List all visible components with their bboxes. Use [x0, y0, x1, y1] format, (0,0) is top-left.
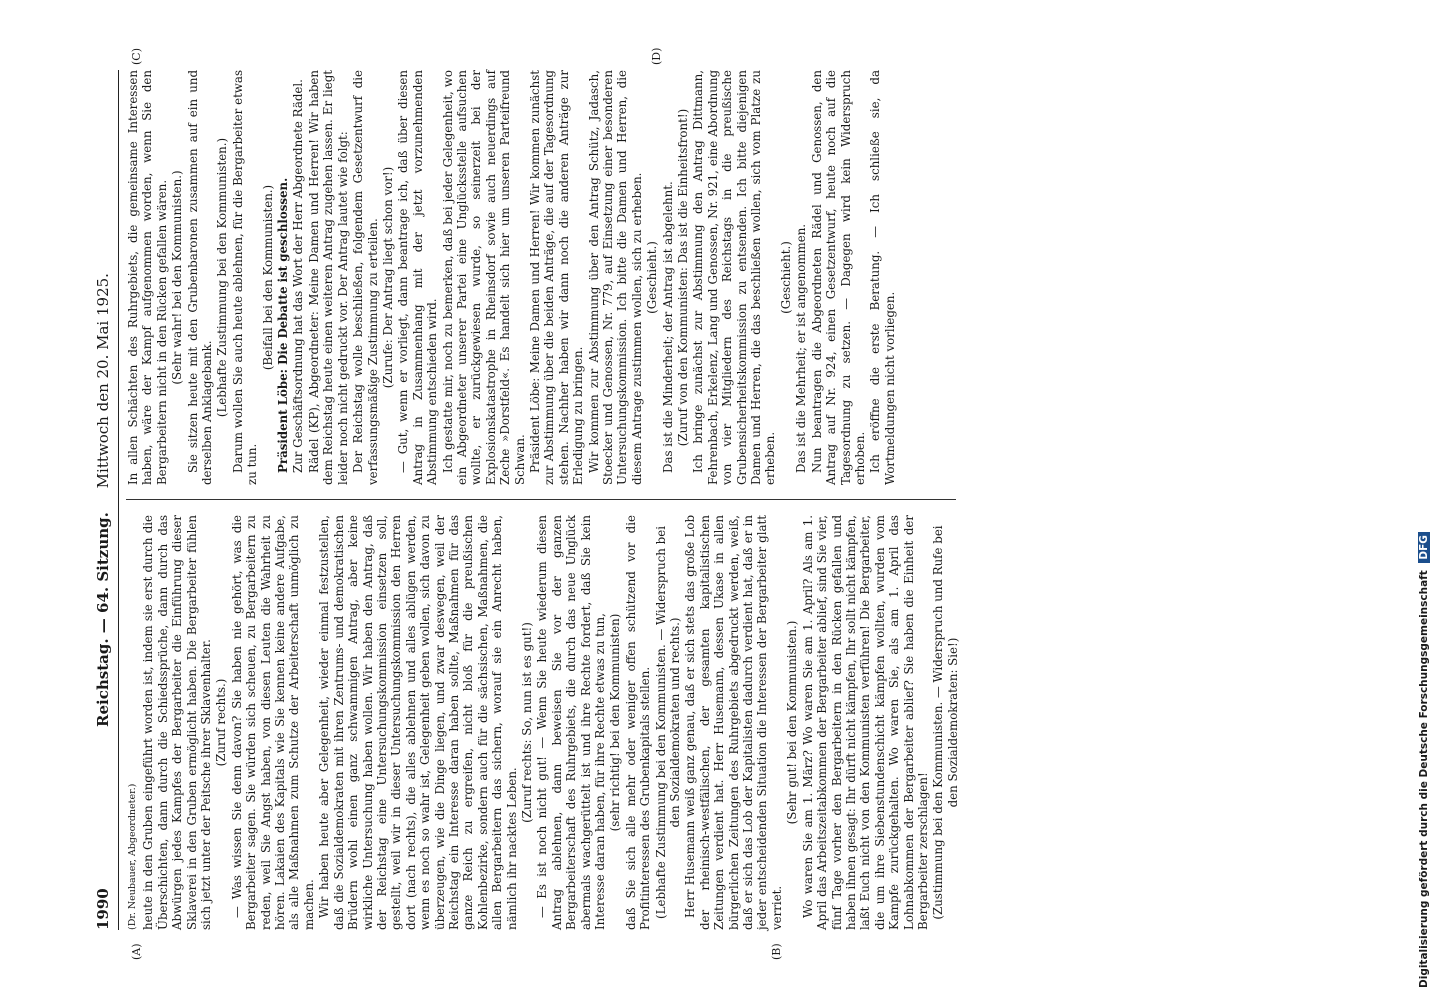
digitization-sidebar: [1418, 8, 1434, 998]
header-date: Mittwoch den 20. Mai 1925.: [94, 273, 112, 489]
margin-mark-a: (A): [130, 943, 143, 960]
paragraph: — Was wissen Sie denn davon? Sie haben nie gehört, was die Bergarbeiter sagen. Sie würden sich scheuen, zu Bergarbeitern zu reden, weil Sie Angst haben, von diesen Leuten die Wahrheit zu hören. Lakaien des Kapitals wie Sie kennen keine andere Aufgabe, als alle Maßnahmen zum Schutze der Arbeiterschaft unmöglich zu machen.: [229, 515, 316, 930]
page-number: 1990: [94, 888, 112, 930]
interjection: (Zuruf von den Kommunisten: Das ist die Einheitsfront!): [676, 108, 691, 447]
header-center: [94, 70, 112, 930]
paragraph: — Gut, wenn er vorliegt, dann beantrage ich, daß über diesen Antrag in Zusammenhang mit der jetzt vorzunehmenden Abstimmung entschieden wird.: [396, 70, 440, 485]
text-column-right: [126, 70, 898, 485]
paragraph: heute in den Gruben eingeführt worden ist, indem sie erst durch die Überschichten, dann durch die Schiedssprüche, dann durch das Abwürgen jedes Kampfes der Bergarbeiter die Einführung dieser Sklaverei in den Gruben ermöglicht haben. Die Bergarbeiter fühlen sich jetzt unter der Peitsche ihrer Sklavenhalter.: [141, 515, 214, 930]
paragraph: Das ist die Minderheit; der Antrag ist abgelehnt.: [660, 181, 675, 473]
paragraph: Das ist die Mehrheit; er ist angenommen.: [794, 223, 809, 473]
paragraph: Ich gestatte mir, noch zu bemerken, daß bei jeder Gelegenheit, wo ein Abgeordneter unserer Partei eine Unglücksstelle aufsuchen wollte, er zurückgewiesen wurde, so seinerzeit bei der Explosionskatastrophe in Rheinsdorf sowie auch neuerdings auf Zeche »Dorstfeld«. Es handelt sich hier um unseren Parteifreund Schwan.: [440, 70, 527, 485]
paragraph: Wir haben heute aber Gelegenheit, wieder einmal festzustellen, daß die Sozialdemokraten mit ihren Zentrums- und demokratischen Brüdern wohl einen ganz schwammigen Antrag, aber keine wirkliche Untersuchung haben wollen. Wir haben den Antrag, daß der Reichstag eine Untersuchungskommission einsetzen soll, gestellt, weil wir in dieser Untersuchungskommission den Herren dort (nach rechts), die alles ablehnen und alles ablügen werden, wenn es noch so wahr ist, Gelegenheit geben wollen, sich davon zu überzeugen, wie die Dinge liegen, und zwar deswegen, weil der Reichstag ein Interesse daran haben sollte, Maßnahmen für das ganze Reich zu ergreifen, nicht bloß für die preußischen Kohlenbezirke, sondern auch für die sächsischen, Maßnahmen, die allen Bergarbeitern das sichern, worauf sie ein Anrecht haben, nämlich ihr nacktes Leben.: [317, 515, 519, 930]
interjection: (Lebhafte Zustimmung bei den Kommunisten. — Widerspruch bei den Sozialdemokraten und rechts.): [653, 526, 683, 919]
interjection: (Beifall bei den Kommunisten.): [260, 184, 275, 371]
rotated-page-content: [90, 47, 1420, 960]
paragraph: Sie sitzen heute mit den Grubenbaronen zusammen auf ein und derselben Anklagebank.: [185, 70, 215, 485]
interjection: (Zurufe: Der Antrag liegt schon vor!): [380, 166, 395, 389]
paragraph: Wo waren Sie am 1. März? Wo waren Sie am 1. April? Als am 1. April das Arbeitszeitabkommen der Bergarbeiter ablief, sind Sie vier, fünf Tage vorher den Bergarbeitern in den Rücken gefallen und haben ihnen gesagt: Ihr dürft nicht kämpfen, Ihr sollt nicht kämpfen, laßt Euch nicht von den Kommunisten verführen! Die Bergarbeiter, die um ihre Siebenstundenschicht kämpfen wollten, wurden vom Kampfe zurückgehalten. Wo waren Sie, als am 1. April das Lohnabkommen der Bergarbeiter ablief? Sie haben die Einheit der Bergarbeiter zerschlagen!: [800, 515, 930, 930]
interjection: (sehr richtig! bei den Kommunisten): [608, 613, 623, 832]
paragraph: Ich eröffne die erste Beratung. — Ich schließe sie, da Wortmeldungen nicht vorliegen.: [868, 70, 897, 485]
interjection: (Lebhafte Zustimmung bei den Kommunisten.): [215, 137, 230, 418]
paragraph: — Es ist noch nicht gut! — Wenn Sie heute wiederum diesen Antrag ablehnen, dann beweisen Sie vor der ganzen Bergarbeiterschaft des Ruhrgebiets, die durch das neue Unglück abermals wachgerüttelt ist und ihre Rechte fordert, daß Sie kein Interesse daran haben, für ihre Rechte etwas zu tun,: [535, 515, 607, 930]
margin-mark-c: (C): [130, 48, 143, 65]
paragraph: Nun beantragen die Abgeordneten Rädel und Genossen, den Antrag auf Nr. 924, einen Gesetzentwurf, heute noch auf die Tagesordnung zu setzen. — Dagegen wird kein Widerspruch erhoben.: [809, 70, 867, 485]
paragraph: Wir kommen zur Abstimmung über den Antrag Schütz, Jadasch, Stoecker und Genossen, Nr. 779, auf Einsetzung einer besonderen Untersuchungskommission. Ich bitte die Damen und Herren, die diesem Antrage zustimmen wollen, sich zu erheben.: [586, 70, 644, 485]
paragraph: Darum wollen Sie auch heute ablehnen, für die Bergarbeiter etwas zu tun.: [230, 70, 260, 485]
interjection: (Sehr wahr! bei den Kommunisten.): [170, 170, 185, 385]
header-title: Reichstag. — 64. Sitzung.: [94, 512, 112, 727]
paragraph: Ich bringe zunächst zur Abstimmung den Antrag Dittmann, Fehrenbach, Erkelenz, Lang und Genossen, Nr. 921, eine Abordnung von vier Mitgliedern des Reichstags in die preußische Grubensicherheitskommission zu entsenden. Ich bitte diejenigen Damen und Herren, die das beschließen wollen, sich vom Platze zu erheben.: [691, 70, 778, 485]
interjection: (Geschieht.): [645, 241, 660, 314]
margin-mark-d: (D): [650, 47, 663, 65]
digitization-note-text: Digitalisierung gefördert durch die Deutsche Forschungsgemeinschaft: [1418, 570, 1430, 988]
paragraph: Der Reichstag wolle beschließen, folgendem Gesetzentwurf die verfassungsmäßige Zustimmung zu erteilen.: [351, 70, 380, 485]
speaker-paragraph: Präsident Löbe: Die Debatte ist geschlossen.: [276, 177, 291, 473]
speaker-continuation: (Dr. Neubauer, Abgeordneter.): [127, 783, 138, 930]
margin-mark-b: (B): [770, 943, 783, 960]
speaker-paragraph: Rädel (KP), Abgeordneter: Meine Damen und Herren! Wir haben dem Reichstag heute einen weiteren Antrag zugehen lassen. Er liegt leider noch nicht gedruckt vor. Der Antrag lautet wie folgt:: [306, 70, 350, 485]
interjection: (Zuruf rechts.): [214, 678, 229, 767]
interjection: (Geschieht.): [778, 241, 793, 314]
interjection: (Zuruf rechts: So, nun ist es gut!): [519, 622, 534, 823]
interjection: (Sehr gut! bei den Kommunisten.): [785, 620, 800, 825]
paragraph: Herr Husemann weiß ganz genau, daß er sich stets das große Lob der rheinisch-westfälischen, der gesamten kapitalistischen Zeitungen verdient hat. Herr Husemann, dessen Ukase in allen bürgerlichen Zeitungen des Ruhrgebiets abgedruckt werden, weiß, daß er sich das Lob der Kapitalisten dadurch verdient hat, daß er in jeder entscheidenden Situation die Interessen der Bergarbeiter glatt verriet.: [683, 515, 784, 930]
interjection: (Zustimmung bei den Kommunisten. — Widerspruch und Rufe bei den Sozialdemokraten: Sie!): [931, 525, 960, 920]
dfg-logo: DFG: [1418, 532, 1430, 563]
column-divider: [126, 499, 956, 500]
paragraph: daß Sie sich alle mehr oder weniger offen schützend vor die Profitinteressen des Grubenkapitals stellen.: [623, 515, 653, 930]
digitization-note: [1418, 8, 1434, 988]
paragraph: Zur Geschäftsordnung hat das Wort der Herr Abgeordnete Rädel.: [291, 79, 306, 473]
paragraph: In allen Schächten des Ruhrgebiets, die gemeinsame Interessen haben, wäre der Kampf aufgenommen worden, wenn Sie den Bergarbeitern nicht in den Rücken gefallen wären.: [126, 70, 169, 485]
text-column-left: [126, 515, 961, 930]
speaker-paragraph: Präsident Löbe: Meine Damen und Herren! Wir kommen zunächst zur Abstimmung über die beiden Anträge, die auf der Tagesordnung stehen. Nachher haben wir dann noch die anderen Anträge zur Erledigung zu bringen.: [527, 70, 586, 485]
page-header: [90, 70, 119, 930]
